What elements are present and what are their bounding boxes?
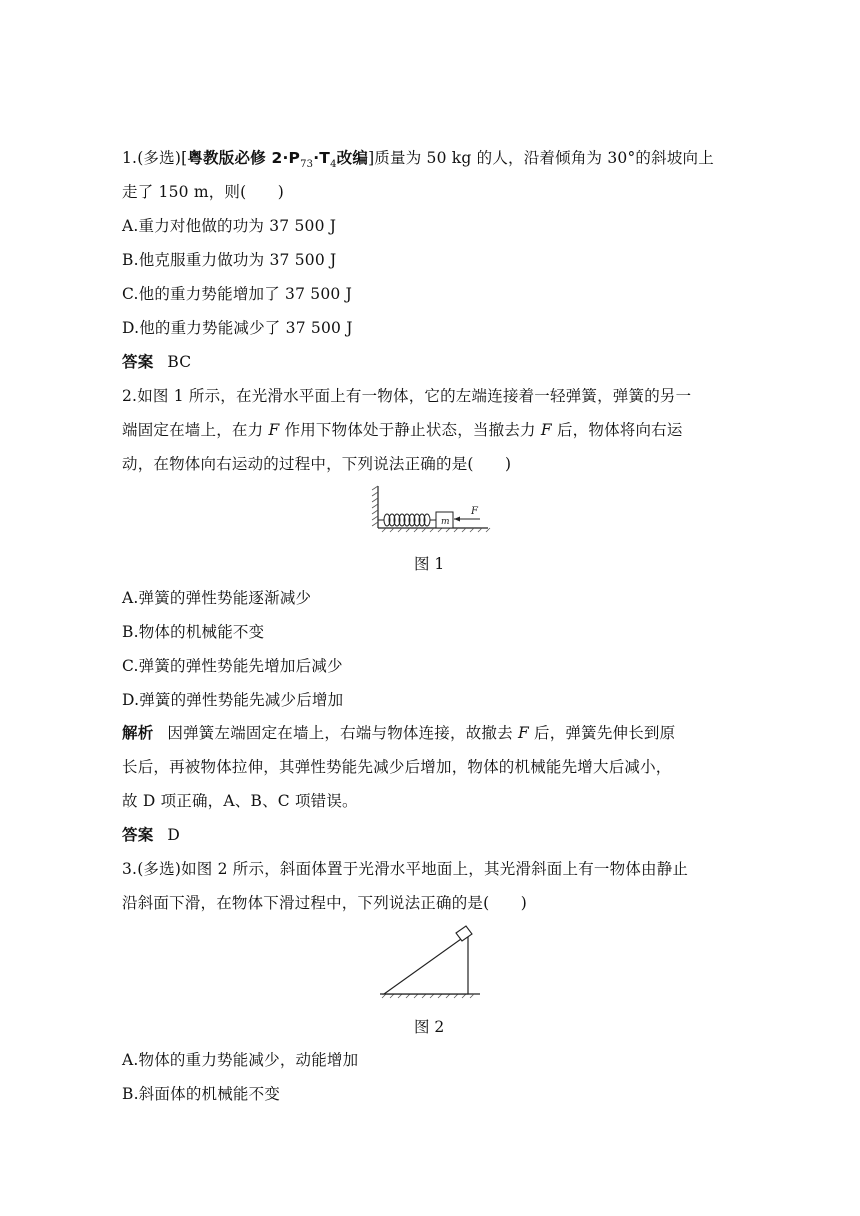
q2-force-symbol-2: F [540,421,552,439]
q3-option-a: A.物体的重力势能减少，动能增加 [122,1051,359,1069]
q3-stem-line2: 沿斜面下滑，在物体下滑过程中，下列说法正确的是( ) [122,894,527,912]
q2-stem-line1: 2.如图 1 所示，在光滑水平面上有一物体，它的左端连接着一轻弹簧，弹簧的另一 [122,387,692,405]
q2-force-symbol: F [268,421,280,439]
q2-analysis-1a: 因弹簧左端固定在墙上，右端与物体连接，故撤去 [167,724,518,742]
q1-source-t: ·T [313,149,331,167]
figure-2-caption: 图 2 [414,1018,445,1036]
incline [384,934,468,994]
q1-source-book: 粤教版必修 [187,149,266,167]
q1-answer-label: 答案 [122,353,154,371]
q1-stem-line1 [122,146,714,170]
q1-option-c: C.他的重力势能增加了 37 500 J [122,285,353,303]
q2-stem-line3: 动，在物体向右运动的过程中，下列说法正确的是( ) [122,455,512,473]
q1-stem-suffix: ]质量为 50 kg 的人，沿着倾角为 30°的斜坡向上 [368,149,714,167]
q2-answer-value: D [167,826,181,844]
q2-option-a: A.弹簧的弹性势能逐渐减少 [122,589,312,607]
q2-option-b: B.物体的机械能不变 [122,623,265,641]
figure-2-incline-diagram [378,922,482,1002]
q2-analysis-line3: 故 D 项正确，A、B、C 项错误。 [122,792,358,810]
q1-stem-line2: 走了 150 m，则( ) [122,183,285,201]
q2-option-d: D.弹簧的弹性势能先减少后增加 [122,691,344,709]
q1-source-adapt: 改编 [336,149,369,167]
q1-sub-t: 4 [330,159,337,171]
q1-option-d: D.他的重力势能减少了 37 500 J [122,319,353,337]
q2-stem-line2-c: 后，物体将向右运 [551,421,683,439]
q2-stem-line2-b: 作用下物体处于静止状态，当撤去力 [279,421,541,439]
q2-analysis-label: 解析 [122,724,154,742]
q3-option-b: B.斜面体的机械能不变 [122,1085,281,1103]
q2-stem-line2-a: 端固定在墙上，在力 [122,421,269,439]
q3-stem-line1: 3.(多选)如图 2 所示，斜面体置于光滑水平地面上，其光滑斜面上有一物体由静止 [122,860,689,878]
q2-analysis-line2: 长后，再被物体拉伸，其弹性势能先减少后增加，物体的机械能先增大后减小， [122,758,672,776]
q1-prefix: 1.(多选)[ [122,149,188,167]
q1-source-num: 2·P [265,149,301,167]
q2-analysis-line1 [122,721,675,743]
q2-option-c: C.弹簧的弹性势能先增加后减少 [122,657,343,675]
q1-sub-p: 73 [300,159,314,171]
q1-answer-value: BC [167,353,192,371]
figure-1-caption: 图 1 [414,555,445,573]
q1-option-a: A.重力对他做的功为 37 500 J [122,217,337,235]
sliding-block [456,926,472,941]
force-label: F [471,506,478,517]
figure-1-spring-diagram [370,482,494,534]
q2-analysis-1b: 后，弹簧先伸长到原 [528,724,676,742]
block-label: m [441,517,450,527]
q1-option-b: B.他克服重力做功为 37 500 J [122,251,337,269]
spring [378,514,436,526]
q2-stem-line2 [122,418,683,440]
q2-answer-label: 答案 [122,826,154,844]
q2-answer [122,823,180,845]
q2-analysis-force: F [517,724,529,742]
q1-answer [122,350,191,372]
